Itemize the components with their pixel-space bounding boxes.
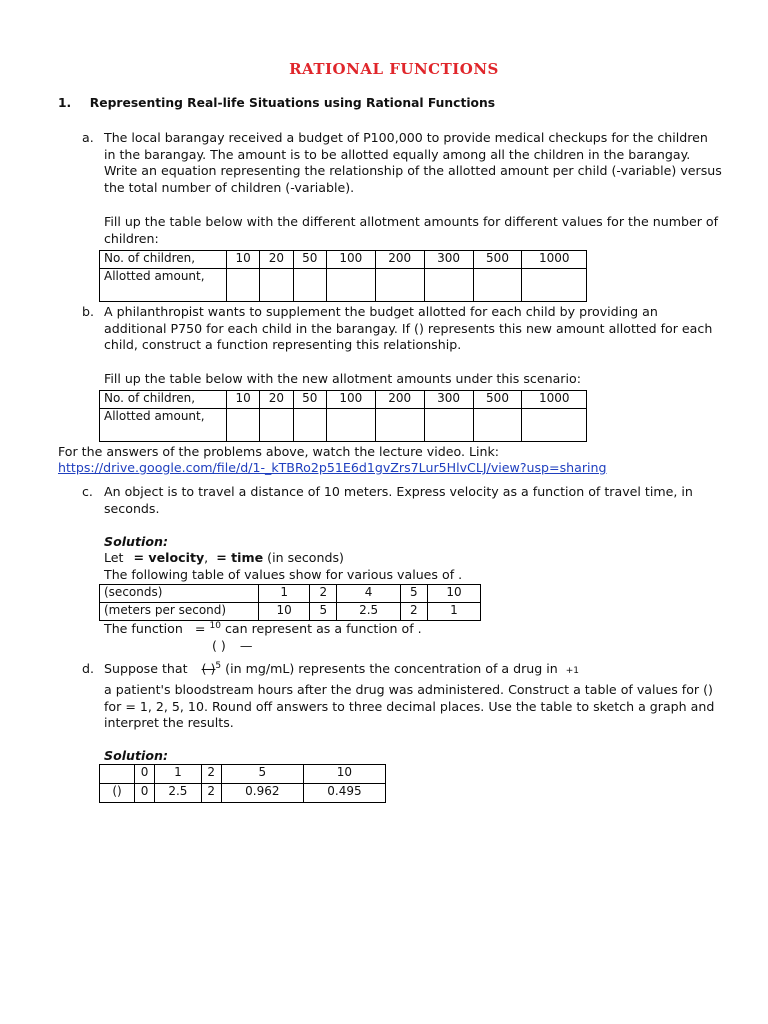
table-cell: 20 (260, 251, 293, 269)
table-intro: The following table of values show for various values of . (104, 567, 463, 582)
table-cell (473, 269, 522, 302)
part-d-line: a patient's bloodstream hours after the drug was administered. Construct a table of values for () (104, 682, 713, 697)
table-cell (293, 409, 326, 442)
table-cell: 1 (259, 585, 310, 603)
table-cell: 1000 (522, 251, 587, 269)
function-numerator: 10 (209, 621, 221, 631)
table-cell (473, 409, 522, 442)
table-row (100, 251, 587, 269)
table-cell: 50 (293, 251, 326, 269)
table-cell: 10 (428, 585, 481, 603)
let-prefix: Let (104, 550, 124, 565)
part-a-line: The local barangay received a budget of P100,000 to provide medical checkups for the children (104, 130, 708, 145)
function-bar: — (239, 638, 253, 653)
table-a (99, 250, 587, 302)
function-text: can represent as a function of . (224, 621, 422, 637)
table-cell: 10 (259, 603, 310, 621)
table-row (100, 409, 587, 442)
concentration-text: (in mg/mL) represents the concentration of a drug in (225, 661, 558, 677)
let-separator: , (204, 550, 209, 565)
table-b (99, 390, 587, 442)
section-heading (58, 96, 495, 110)
part-a-line: the total number of children (-variable). (104, 179, 355, 195)
table-cell: 1000 (522, 391, 587, 409)
part-c-line: seconds. (104, 500, 160, 516)
table-cell: 0.962 (221, 784, 303, 803)
table-cell: 500 (473, 251, 522, 269)
part-b-label: b. (82, 304, 94, 319)
part-a-instruction (104, 214, 764, 247)
function-denominator (212, 638, 252, 653)
table-row (100, 784, 386, 803)
table-cell: 200 (375, 251, 424, 269)
table-cell: 5 (221, 765, 303, 784)
part-b-line: additional P750 for each child in the barangay. If () represents this new amount allotted for each (104, 320, 713, 336)
table-row (100, 603, 481, 621)
row-label: (seconds) (100, 585, 259, 603)
function-eq: = (194, 621, 206, 637)
instruction-line: children: (104, 230, 159, 246)
part-d-first-line (104, 661, 579, 676)
table-cell: 4 (337, 585, 400, 603)
table-cell: 100 (326, 251, 375, 269)
denominator-plus: +1 (565, 666, 580, 677)
row-label: Allotted amount, (100, 269, 227, 302)
table-cell: 2 (201, 765, 221, 784)
row-label: No. of children, (100, 391, 227, 409)
table-cell (375, 269, 424, 302)
table-cell: 0 (135, 765, 155, 784)
table-cell: 10 (303, 765, 385, 784)
part-b-instruction: Fill up the table below with the new allotment amounts under this scenario: (104, 371, 581, 386)
part-d-line: interpret the results. (104, 715, 234, 730)
let-suffix: (in seconds) (267, 550, 344, 565)
table-cell: 10 (227, 391, 260, 409)
row-label: () (100, 784, 135, 803)
table-cell (227, 409, 260, 442)
table-cell: 100 (326, 391, 375, 409)
table-cell: 1 (155, 765, 202, 784)
row-label: No. of children, (100, 251, 227, 269)
table-cell: 1 (428, 603, 481, 621)
part-b-line: child, construct a function representing this relationship. (104, 337, 462, 352)
table-cell (522, 269, 587, 302)
part-a-line: in the barangay. The amount is to be allotted equally among all the children in the barangay. (104, 146, 691, 162)
table-row (100, 765, 386, 784)
table-cell (375, 409, 424, 442)
part-a-text (104, 130, 764, 196)
table-cell (424, 269, 473, 302)
table-cell: 50 (293, 391, 326, 409)
table-cell: 200 (375, 391, 424, 409)
table-cell: 5 (400, 585, 427, 603)
table-cell: 300 (424, 251, 473, 269)
solution-label: Solution: (104, 748, 168, 763)
video-link[interactable]: https://drive.google.com/file/d/1-_kTBRo2p51E6d1gvZrs7Lur5HlvCLJ/view?usp=sharing (58, 460, 607, 475)
section-number: 1. (58, 96, 72, 110)
table-cell: 10 (227, 251, 260, 269)
function-exponent: 5 (215, 661, 222, 671)
part-b-text (104, 304, 764, 354)
table-cell (260, 409, 293, 442)
table-row (100, 585, 481, 603)
page-title: RATIONAL FUNCTIONS (289, 60, 499, 78)
table-cell: 0.495 (303, 784, 385, 803)
part-d-line: for = 1, 2, 5, 10. Round off answers to three decimal places. Use the table to sketch a graph and (104, 698, 715, 714)
row-label (100, 765, 135, 784)
table-cell (326, 269, 375, 302)
part-d-label: d. (82, 661, 94, 676)
table-cell (260, 269, 293, 302)
part-a-line: Write an equation representing the relationship of the allotted amount per child (-variable) versus (104, 163, 722, 178)
part-c-text (104, 484, 764, 517)
table-cell (522, 409, 587, 442)
table-cell (227, 269, 260, 302)
table-cell: 500 (473, 391, 522, 409)
velocity-def: = velocity (133, 550, 205, 565)
table-row (100, 269, 587, 302)
table-cell: 2 (310, 585, 337, 603)
part-c-line: An object is to travel a distance of 10 meters. Express velocity as a function of travel time, in (104, 484, 693, 499)
table-c (99, 584, 481, 621)
part-d-text: Suppose that (104, 661, 188, 677)
table-cell: 2.5 (155, 784, 202, 803)
section-title: Representing Real-life Situations using Rational Functions (89, 96, 496, 110)
table-cell: 5 (310, 603, 337, 621)
part-d-text-block (104, 682, 764, 732)
answers-note: For the answers of the problems above, watch the lecture video. Link: (58, 444, 500, 459)
function-label: The function (104, 621, 183, 637)
table-cell: 2 (400, 603, 427, 621)
table-cell (293, 269, 326, 302)
function-line (104, 621, 422, 636)
table-cell: 0 (135, 784, 155, 803)
part-c-label: c. (82, 484, 93, 499)
instruction-line: Fill up the table below with the different allotment amounts for different values for the number of (104, 214, 719, 229)
function-fx: ( ) (201, 661, 216, 677)
table-cell: 2 (201, 784, 221, 803)
function-paren: ( ) (212, 638, 226, 653)
let-line (104, 550, 344, 565)
table-cell (424, 409, 473, 442)
table-cell: 20 (260, 391, 293, 409)
solution-label: Solution: (104, 534, 168, 549)
table-d (99, 764, 386, 803)
row-label: (meters per second) (100, 603, 259, 621)
time-def: = time (216, 550, 264, 565)
table-cell (326, 409, 375, 442)
table-row (100, 391, 587, 409)
table-cell: 300 (424, 391, 473, 409)
part-a-label: a. (82, 130, 94, 145)
part-b-line: A philanthropist wants to supplement the budget allotted for each child by providing an (104, 304, 658, 319)
row-label: Allotted amount, (100, 409, 227, 442)
table-cell: 2.5 (337, 603, 400, 621)
